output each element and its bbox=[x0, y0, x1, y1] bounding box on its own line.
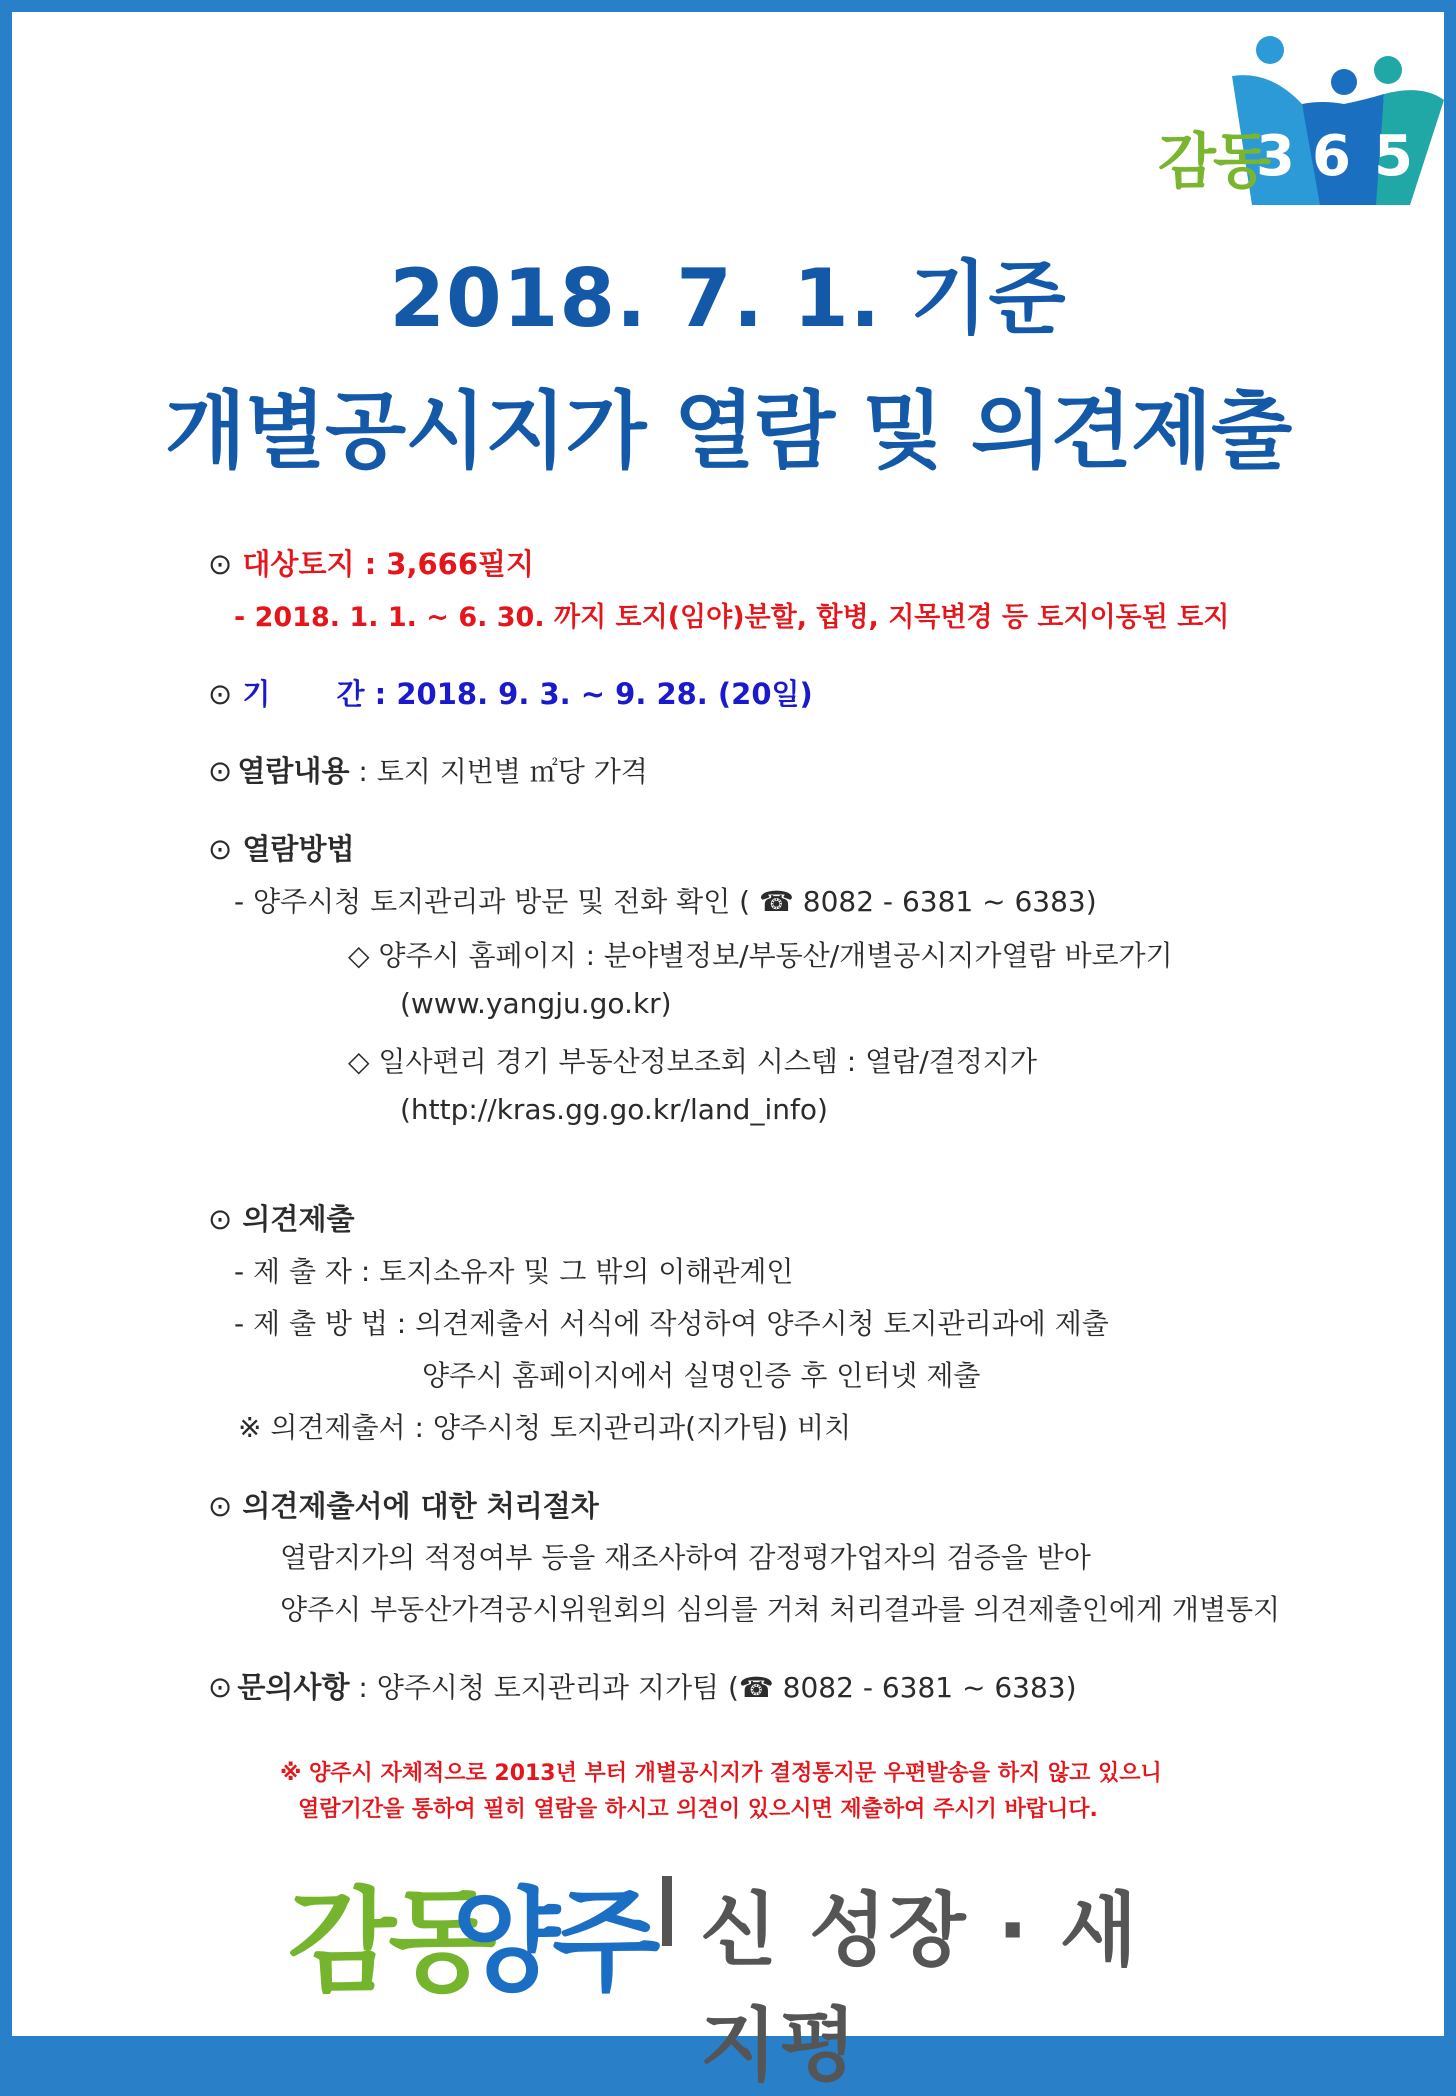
method-heading bbox=[208, 827, 354, 868]
slogan bbox=[288, 1852, 1168, 2092]
opinion-heading-text: 의견제출 bbox=[242, 1202, 355, 1236]
bullet: ⊙ bbox=[208, 832, 233, 866]
slogan-gamdong: 감동 bbox=[288, 1877, 489, 2007]
bullet: ⊙ bbox=[208, 547, 233, 581]
bullet: ⊙ bbox=[208, 754, 233, 788]
title-date: 2018. 7. 1. 기준 bbox=[389, 252, 1067, 345]
method-heading-text: 열람방법 bbox=[242, 832, 355, 866]
target-heading-text: 대상토지 : 3,666필지 bbox=[242, 547, 535, 581]
process-step1: 열람지가의 적정여부 등을 재조사하여 감정평가업자의 검증을 받아 bbox=[280, 1541, 1091, 1574]
opinion-method-online: 양주시 홈페이지에서 실명인증 후 인터넷 제출 bbox=[422, 1359, 981, 1392]
inquiry-line bbox=[208, 1665, 1077, 1706]
method-visit: - 양주시청 토지관리과 방문 및 전화 확인 ( ☎ 8082 - 6381 ~ 6383) bbox=[234, 885, 1097, 918]
opinion-heading bbox=[208, 1197, 354, 1238]
bullet: ⊙ bbox=[208, 1202, 233, 1236]
logo-text: 감동 bbox=[1158, 127, 1268, 197]
slogan-yangju: 양주 bbox=[452, 1877, 653, 2007]
notice-line1: ※ 양주시 자체적으로 2013년 부터 개별공시지가 결정통지문 우편발송을 하지 않고 있으니 bbox=[280, 1761, 1162, 1786]
inquiry-text: : 양주시청 토지관리과 지가팀 (☎ 8082 - 6381 ~ 6383) bbox=[349, 1671, 1077, 1704]
period-heading bbox=[208, 672, 813, 713]
notice-line2: 열람기간을 통하여 필히 열람을 하시고 의견이 있으시면 제출하여 주시기 바랍니다. bbox=[298, 1797, 1098, 1822]
poster bbox=[12, 12, 1444, 2092]
method-kras: ◇ 일사편리 경기 부동산정보조회 시스템 : 열람/결정지가 bbox=[348, 1045, 1037, 1078]
target-detail: - 2018. 1. 1. ~ 6. 30. 까지 토지(임야)분할, 합병, 지목변경 등 토지이동된 토지 bbox=[234, 602, 1230, 633]
logo-digit: 3 bbox=[1256, 124, 1295, 189]
target-heading bbox=[208, 542, 534, 583]
title-main: 개별공시지가 열람 및 의견제출 bbox=[164, 382, 1292, 480]
logo-digit: 6 bbox=[1312, 124, 1351, 189]
bullet: ⊙ bbox=[208, 1489, 233, 1523]
period-value: 간 : 2018. 9. 3. ~ 9. 28. (20일) bbox=[336, 677, 813, 711]
content-line bbox=[208, 749, 648, 790]
bullet: ⊙ bbox=[208, 677, 233, 711]
slogan-divider bbox=[662, 1876, 672, 1946]
process-step2: 양주시 부동산가격공시위원회의 심의를 거쳐 처리결과를 의견제출인에게 개별통지 bbox=[280, 1593, 1281, 1626]
content-text: : 토지 지번별 ㎡당 가격 bbox=[349, 755, 648, 788]
inquiry-heading: 문의사항 bbox=[237, 1670, 350, 1704]
process-heading-text: 의견제출서에 대한 처리절차 bbox=[242, 1489, 599, 1523]
bullet: ⊙ bbox=[208, 1670, 233, 1704]
opinion-form: ※ 의견제출서 : 양주시청 토지관리과(지가팀) 비치 bbox=[238, 1411, 852, 1444]
opinion-submitter: - 제 출 자 : 토지소유자 및 그 밖의 이해관계인 bbox=[234, 1255, 794, 1288]
slogan-tagline: 신 성장 · 새 지평 bbox=[700, 1884, 1140, 2092]
logo-digit: 5 bbox=[1374, 124, 1413, 189]
gamdong365-logo bbox=[1152, 30, 1452, 205]
content-heading: 열람내용 bbox=[237, 754, 350, 788]
method-homepage: ◇ 양주시 홈페이지 : 분야별정보/부동산/개별공시지가열람 바로가기 bbox=[348, 939, 1173, 972]
method-kras-url: (http://kras.gg.go.kr/land_info) bbox=[400, 1093, 828, 1126]
process-heading bbox=[208, 1484, 599, 1525]
period-label: 기 bbox=[242, 677, 271, 711]
method-homepage-url: (www.yangju.go.kr) bbox=[400, 987, 672, 1020]
opinion-method: - 제 출 방 법 : 의견제출서 서식에 작성하여 양주시청 토지관리과에 제출 bbox=[234, 1307, 1109, 1340]
